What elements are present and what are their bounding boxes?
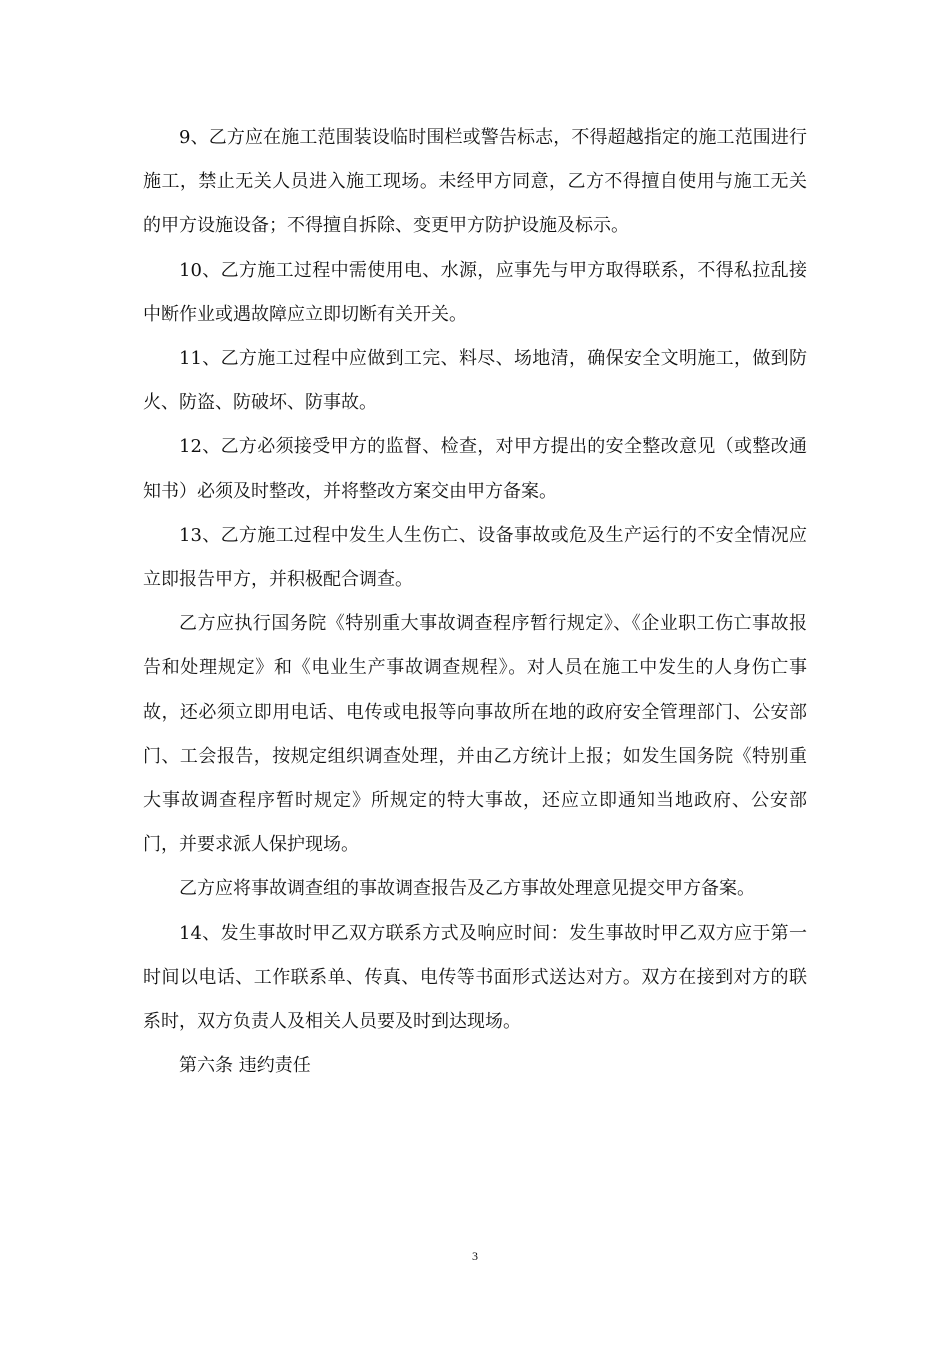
accident-regulation-paragraph: 乙方应执行国务院《特别重大事故调查程序暂行规定》、《企业职工伤亡事故报告和处理规定》和《电业生产事故调查规程》。对人员在施工中发生的人身伤亡事故，还必须立即用电话、电传或电报等向事故所在地的政府安全管理部门、公安部门、工会报告，按规定组织调查处理，并由乙方统计上报；如发生国务院《特别重大事故调查程序暂时规定》所规定的特大事故，还应立即通知当地政府、公安部门，并要求派人保护现场。 — [143, 613, 807, 856]
clause-12-paragraph: 12、乙方必须接受甲方的监督、检查，对甲方提出的安全整改意见（或整改通知书）必须及时整改，并将整改方案交由甲方备案。 — [143, 436, 807, 502]
clause-9-paragraph: 9、乙方应在施工范围装设临时围栏或警告标志，不得超越指定的施工范围进行施工，禁止无关人员进入施工现场。未经甲方同意，乙方不得擅自使用与施工无关的甲方设施设备；不得擅自拆除、变更甲方防护设施及标示。 — [143, 127, 807, 237]
clause-10-paragraph: 10、乙方施工过程中需使用电、水源，应事先与甲方取得联系，不得私拉乱接中断作业或遇故障应立即切断有关开关。 — [143, 259, 807, 325]
clause-13-paragraph: 13、乙方施工过程中发生人生伤亡、设备事故或危及生产运行的不安全情况应立即报告甲方，并积极配合调查。 — [143, 524, 807, 591]
clause-11-paragraph: 11、乙方施工过程中应做到工完、料尽、场地清，确保安全文明施工，做到防火、防盗、防破坏、防事故。 — [143, 348, 807, 414]
clause-14-paragraph: 14、发生事故时甲乙双方联系方式及响应时间：发生事故时甲乙双方应于第一时间以电话、工作联系单、传真、电传等书面形式送达对方。双方在接到对方的联系时，双方负责人及相关人员要及时到达现场。 — [143, 922, 807, 1033]
page-number: 3 — [472, 1249, 478, 1263]
accident-report-filing-paragraph: 乙方应将事故调查组的事故调查报告及乙方事故处理意见提交甲方备案。 — [179, 878, 755, 900]
article-6-heading: 第六条 违约责任 — [179, 1055, 311, 1077]
document-body — [143, 116, 807, 1088]
